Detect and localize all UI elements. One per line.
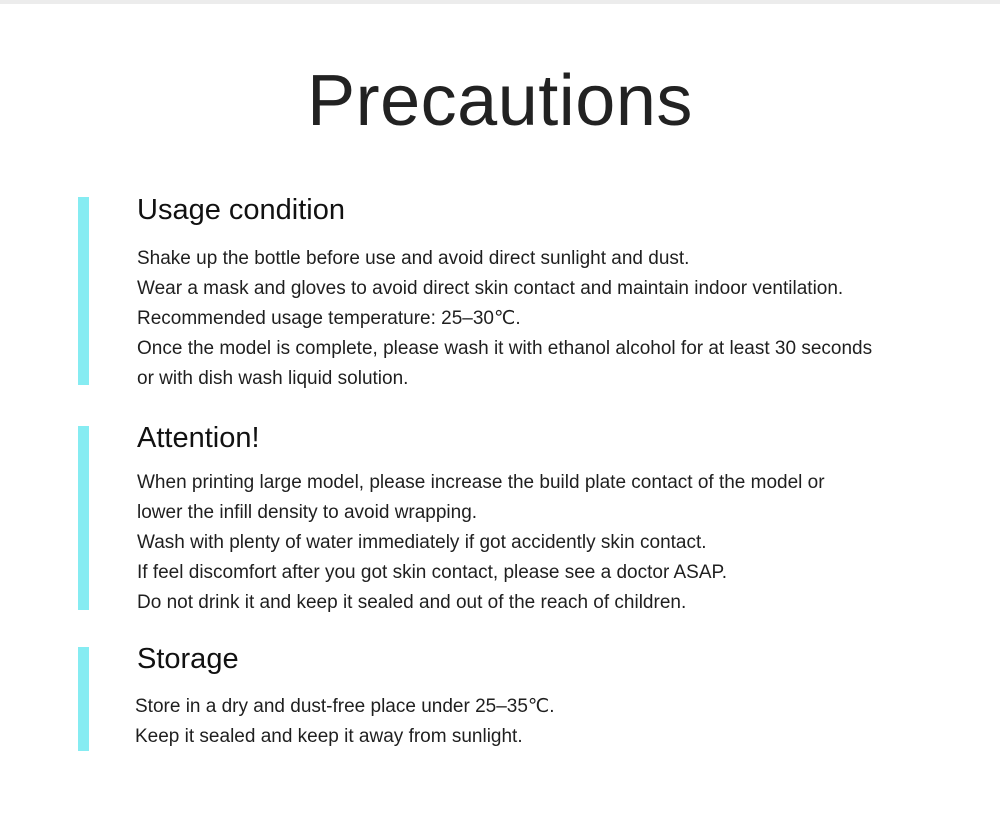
text-line: lower the infill density to avoid wrapping. xyxy=(137,502,478,523)
page-title: Precautions xyxy=(307,61,693,141)
text-line: If feel discomfort after you got skin contact, please see a doctor ASAP. xyxy=(137,562,728,583)
accent-bar xyxy=(78,197,89,385)
text-line: When printing large model, please increase the build plate contact of the model or xyxy=(137,472,825,493)
section-text xyxy=(135,692,555,752)
text-line: Once the model is complete, please wash it with ethanol alcohol for at least 30 seconds xyxy=(137,338,873,359)
section-text xyxy=(137,468,825,618)
text-line: Do not drink it and keep it sealed and out of the reach of children. xyxy=(137,592,687,613)
text-line: Store in a dry and dust-free place under 25–35℃. xyxy=(135,696,555,717)
accent-bar xyxy=(78,647,89,751)
section-heading: Usage condition xyxy=(137,194,345,226)
section-heading: Storage xyxy=(137,643,239,675)
top-divider xyxy=(0,0,1000,4)
section-heading: Attention! xyxy=(137,422,260,454)
text-line: Wash with plenty of water immediately if got accidently skin contact. xyxy=(137,532,707,553)
text-line: Shake up the bottle before use and avoid direct sunlight and dust. xyxy=(137,248,690,269)
text-line: or with dish wash liquid solution. xyxy=(137,368,409,389)
text-line: Wear a mask and gloves to avoid direct skin contact and maintain indoor ventilation. xyxy=(137,278,844,299)
section-text xyxy=(137,244,872,394)
accent-bar xyxy=(78,426,89,610)
text-line: Recommended usage temperature: 25–30℃. xyxy=(137,308,521,329)
text-line: Keep it sealed and keep it away from sunlight. xyxy=(135,726,523,747)
